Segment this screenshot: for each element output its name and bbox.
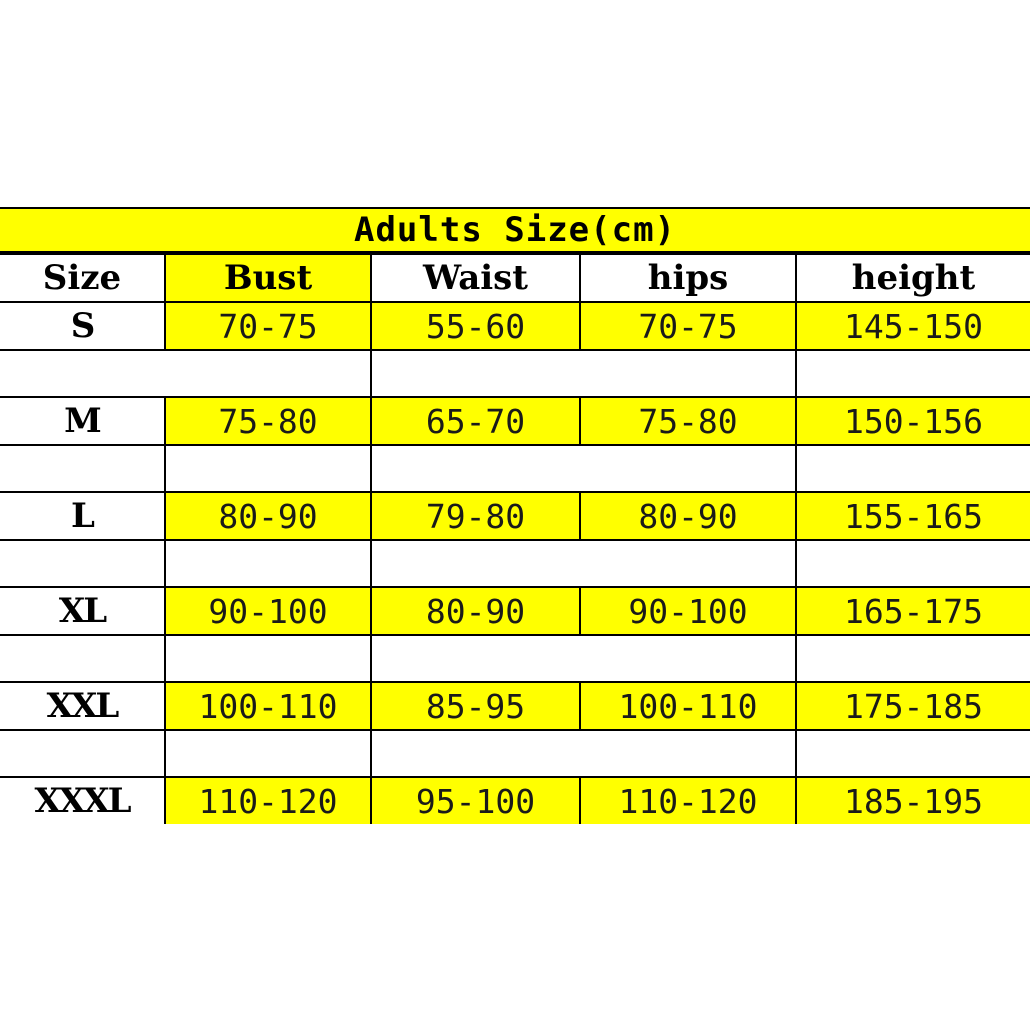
header-height: height xyxy=(796,254,1030,302)
spacer-cell xyxy=(0,540,165,587)
table-row xyxy=(0,777,1030,824)
spacer-cell xyxy=(0,730,165,777)
height-cell: 175-185 xyxy=(796,682,1030,730)
table-row xyxy=(0,492,1030,540)
spacer-cell xyxy=(796,635,1030,682)
waist-cell: 80-90 xyxy=(371,587,580,635)
header-hips: hips xyxy=(580,254,796,302)
spacer-cell xyxy=(165,540,371,587)
hips-cell: 90-100 xyxy=(580,587,796,635)
waist-cell: 95-100 xyxy=(371,777,580,824)
bust-cell: 75-80 xyxy=(165,397,371,445)
hips-cell: 80-90 xyxy=(580,492,796,540)
table-row xyxy=(0,302,1030,350)
waist-cell: 65-70 xyxy=(371,397,580,445)
bust-cell: 110-120 xyxy=(165,777,371,824)
spacer-cell xyxy=(796,730,1030,777)
size-label: XXXL xyxy=(0,777,165,824)
chart-title: Adults Size(cm) xyxy=(0,209,1030,253)
header-bust: Bust xyxy=(165,254,371,302)
spacer-cell xyxy=(0,635,165,682)
height-cell: 155-165 xyxy=(796,492,1030,540)
bust-cell: 70-75 xyxy=(165,302,371,350)
spacer-cell xyxy=(796,445,1030,492)
table-row xyxy=(0,397,1030,445)
spacer-cell xyxy=(371,350,796,397)
size-label: L xyxy=(0,492,165,540)
spacer-cell xyxy=(371,445,796,492)
spacer-cell xyxy=(0,445,165,492)
spacer-cell xyxy=(796,540,1030,587)
hips-cell: 75-80 xyxy=(580,397,796,445)
hips-cell: 100-110 xyxy=(580,682,796,730)
bust-cell: 80-90 xyxy=(165,492,371,540)
size-label: XXL xyxy=(0,682,165,730)
table-row xyxy=(0,587,1030,635)
bust-cell: 90-100 xyxy=(165,587,371,635)
bust-cell: 100-110 xyxy=(165,682,371,730)
size-label: M xyxy=(0,397,165,445)
spacer-row xyxy=(0,445,1030,492)
spacer-cell xyxy=(165,730,371,777)
spacer-cell xyxy=(371,540,796,587)
header-row xyxy=(0,254,1030,302)
spacer-cell xyxy=(371,730,796,777)
height-cell: 150-156 xyxy=(796,397,1030,445)
spacer-cell xyxy=(371,635,796,682)
spacer-row xyxy=(0,730,1030,777)
size-chart xyxy=(0,207,1030,822)
spacer-row xyxy=(0,540,1030,587)
spacer-row xyxy=(0,350,1030,397)
height-cell: 185-195 xyxy=(796,777,1030,824)
height-cell: 165-175 xyxy=(796,587,1030,635)
spacer-cell xyxy=(0,350,371,397)
size-label: XL xyxy=(0,587,165,635)
spacer-cell xyxy=(165,635,371,682)
hips-cell: 70-75 xyxy=(580,302,796,350)
table-row xyxy=(0,682,1030,730)
spacer-cell xyxy=(165,445,371,492)
size-label: S xyxy=(0,302,165,350)
header-waist: Waist xyxy=(371,254,580,302)
header-size: Size xyxy=(0,254,165,302)
hips-cell: 110-120 xyxy=(580,777,796,824)
spacer-row xyxy=(0,635,1030,682)
spacer-cell xyxy=(796,350,1030,397)
size-table xyxy=(0,253,1030,824)
height-cell: 145-150 xyxy=(796,302,1030,350)
waist-cell: 85-95 xyxy=(371,682,580,730)
waist-cell: 55-60 xyxy=(371,302,580,350)
waist-cell: 79-80 xyxy=(371,492,580,540)
